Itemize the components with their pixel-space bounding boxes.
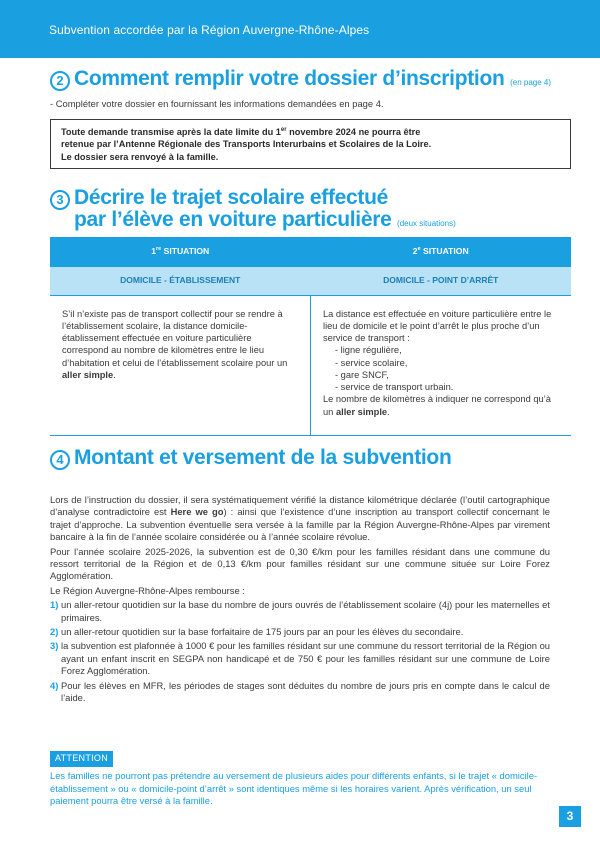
warning-line-1: Toute demande transmise après la date limite du 1er novembre 2024 ne pourra être [61, 127, 421, 138]
situations-table [50, 237, 571, 436]
section-2-intro: - Compléter votre dossier en fournissant les informations demandées en page 4. [50, 98, 384, 109]
transport-list-item: - service de transport urbain. [335, 382, 454, 393]
situation-1-subheader: DOMICILE - ÉTABLISSEMENT [50, 267, 311, 295]
section-2-page-ref: (en page 4) [510, 78, 551, 87]
header-title: Subvention accordée par la Région Auvergne-Rhône-Alpes [49, 23, 370, 37]
header-bar [0, 0, 600, 58]
section-2-title: Comment remplir votre dossier d’inscription (en page 4) [74, 67, 551, 90]
section-3-number-icon: 3 [50, 190, 70, 210]
section-3-heading [50, 187, 456, 231]
list-item: 2) un aller-retour quotidien sur la base forfaitaire de 175 jours par an pour les élèves du secondaire. [50, 626, 464, 638]
section-4-number-icon: 4 [50, 450, 70, 470]
section-2-heading [50, 68, 551, 91]
list-item: 4) Pour les élèves en MFR, les périodes de stages sont déduites du nombre de jours pris en compte dans le calcul de l’aide. [50, 679, 550, 704]
attention-label: ATTENTION [50, 751, 113, 767]
section-3-note: (deux situations) [397, 219, 456, 229]
situation-1-text: S’il n’existe pas de transport collectif pour se rendre à l’établissement scolaire, la distance domicile-établissement effectuée en voiture particulière correspond au nombre de kilomètres entre le lieu d’habitation et celui de l’établissement scolaire pour un aller simple. [50, 295, 311, 435]
warning-line-2: retenue par l’Antenne Régionale des Transports Interurbains et Scolaires de la Loire. [61, 139, 432, 150]
situation-2-header: 2e SITUATION [311, 237, 572, 267]
situation-2-subheader: DOMICILE - POINT D’ARRÊT [311, 267, 572, 295]
section-4-body [50, 494, 550, 707]
paragraph: Lors de l’instruction du dossier, il sera systématiquement vérifié la distance kilométrique déclarée (l’outil cartographique d’analyse contradictoire est Here we go) : ainsi que l’existence d’une inscription au transport collectif concernant le trajet d’approche. La subvention éventuelle sera versée à la famille par la Région Auvergne-Rhône-Alpes par virement bancaire à la fin de l’année scolaire considérée ou à l’année scolaire révolue. [50, 494, 550, 543]
section-2-number-icon: 2 [50, 71, 70, 91]
transport-list-item: - service scolaire, [335, 357, 408, 368]
warning-line-3: Le dossier sera renvoyé à la famille. [61, 151, 219, 162]
situation-2-text: La distance est effectuée en voiture particulière entre le lieu de domicile et le point d’arrêt le plus proche d’un service de transport : - ligne régulière, - service scolaire, - gare SNCF, - service de transport urbain. Le nombre de kilomètres à indiquer ne correspond qu’à un aller simple. [311, 295, 572, 435]
transport-list-item: - ligne régulière, [335, 345, 402, 356]
attention-text: Les familles ne pourront pas prétendre au versement de plusieurs aides pour différents enfants, si le trajet « domicile-établissement » ou « domicile-point d’arrêt » sont identiques même si les horaires varient. Après vérification, un seul paiement pourra être versé à la famille. [50, 770, 538, 806]
reimbursement-list [50, 599, 550, 704]
transport-list-item: - gare SNCF, [335, 369, 389, 380]
page-number: 3 [559, 806, 581, 827]
deadline-warning-box [50, 119, 571, 169]
list-item: 1) un aller-retour quotidien sur la base du nombre de jours ouvrés de l’établissement scolaire (4j) pour les maternelles et primaires. [50, 599, 550, 623]
paragraph: Le Région Auvergne-Rhône-Alpes rembourse : [50, 584, 245, 596]
section-4-heading [50, 447, 451, 470]
situation-1-header: 1re SITUATION [50, 237, 311, 267]
paragraph: Pour l’année scolaire 2025-2026, la subvention est de 0,30 €/km pour les familles résidant dans une commune du ressort territorial de la Région et de 0,13 €/km pour familles résidant sur une commune située sur Loire Forez Agglomération. [50, 545, 550, 582]
section-4-title: Montant et versement de la subvention [74, 446, 452, 469]
section-3-title: Décrire le trajet scolaire effectué par l’élève en voiture particulière (deux situations) [74, 186, 456, 232]
list-item: 3) la subvention est plafonnée à 1000 € pour les familles résidant sur une commune du ressort territorial de la Région ou ayant un enfant inscrit en SEGPA non handicapé et de 750 € pour les familles résidant sur une commune de Loire Forez Agglomération. [50, 640, 550, 677]
